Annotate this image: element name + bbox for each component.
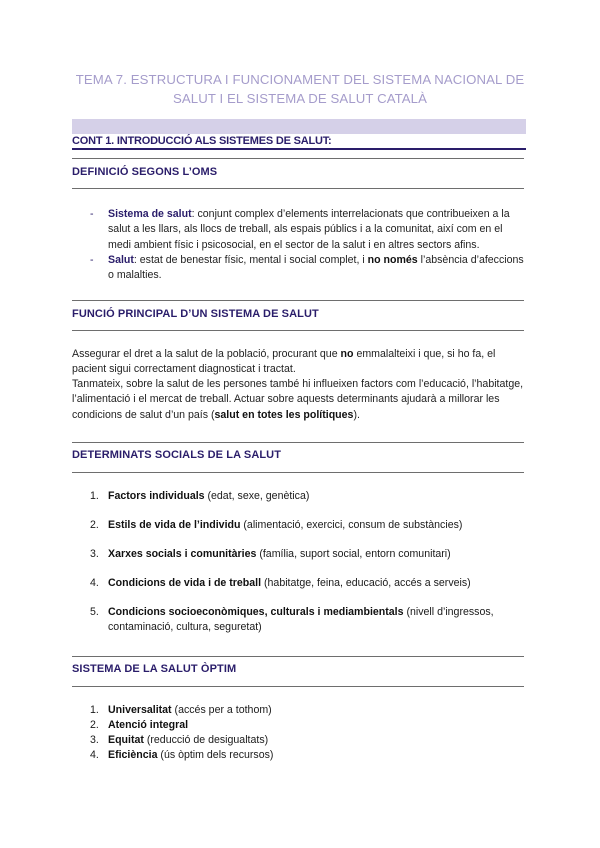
heading-definicio: DEFINICIÓ SEGONS L’OMS — [72, 166, 218, 178]
divider — [72, 472, 524, 473]
section-banner — [72, 119, 526, 134]
paragraph: Tanmateix, sobre la salut de les persones també hi influeixen factors com l’educació, l’habitatge, l’alimentació i el mercat de treball. Actuar sobre aquests determinants ajudarà a millorar les condicions de salut d’un país (salut en totes les polítiques). — [72, 378, 524, 421]
divider — [72, 330, 524, 331]
heading-determinants: DETERMINATS SOCIALS DE LA SALUT — [72, 449, 282, 461]
heading-funcio: FUNCIÓ PRINCIPAL D’UN SISTEMA DE SALUT — [72, 308, 319, 320]
list-item: 1. Universalitat (accés per a tothom) — [90, 704, 272, 716]
divider — [72, 686, 524, 687]
divider — [72, 158, 524, 159]
list-item: - Salut: estat de benestar físic, mental i social complet, i no només l’absència d’afeccions o malalties. — [90, 253, 524, 282]
list-item: 1. Factors individuals (edat, sexe, genètica) — [90, 490, 310, 502]
list-item: 3. Equitat (reducció de desigualtats) — [90, 734, 269, 746]
list-item: 4. Condicions de vida i de treball (habitatge, feina, educació, accés a serveis) — [90, 577, 471, 589]
list-item: 3. Xarxes socials i comunitàries (família, suport social, entorn comunitari) — [90, 548, 451, 560]
section-underline — [72, 148, 526, 150]
list-item: 5. Condicions socioeconòmiques, culturals i mediambientals (nivell d’ingressos, contaminació, cultura, seguretat) — [90, 606, 494, 634]
list-item: - Sistema de salut: conjunt complex d’elements interrelacionats que contribueixen a la salut a les llars, als llocs de treball, als espais públics i a la comunitat, així com en el medi ambient físic i psicosocial, en el sector de la salut i en altres sectors afins. — [90, 208, 510, 251]
list-item: 2. Estils de vida de l’individu (alimentació, exercici, consum de substàncies) — [90, 519, 463, 531]
divider — [72, 442, 524, 443]
document-title: TEMA 7. ESTRUCTURA I FUNCIONAMENT DEL SISTEMA NACIONAL DE SALUT I EL SISTEMA DE SALUT CATALÀ — [75, 72, 525, 106]
term-salut: Salut — [108, 253, 134, 266]
divider — [72, 300, 524, 301]
paragraph: Assegurar el dret a la salut de la població, procurant que no emmalalteixi i que, si ho fa, el pacient sigui correctament diagnosticat i tractat. — [72, 348, 496, 376]
term-sistema-de-salut: Sistema de salut — [108, 208, 192, 220]
divider — [72, 188, 524, 189]
definitions-list — [90, 207, 526, 283]
heading-optim: SISTEMA DE LA SALUT ÒPTIM — [72, 663, 237, 675]
list-item: 4. Eficiència (ús òptim dels recursos) — [90, 749, 274, 761]
divider — [72, 656, 524, 657]
list-item: 2. Atenció integral — [90, 719, 189, 731]
content-section-label: CONT 1. INTRODUCCIÓ ALS SISTEMES DE SALUT: — [72, 134, 526, 148]
